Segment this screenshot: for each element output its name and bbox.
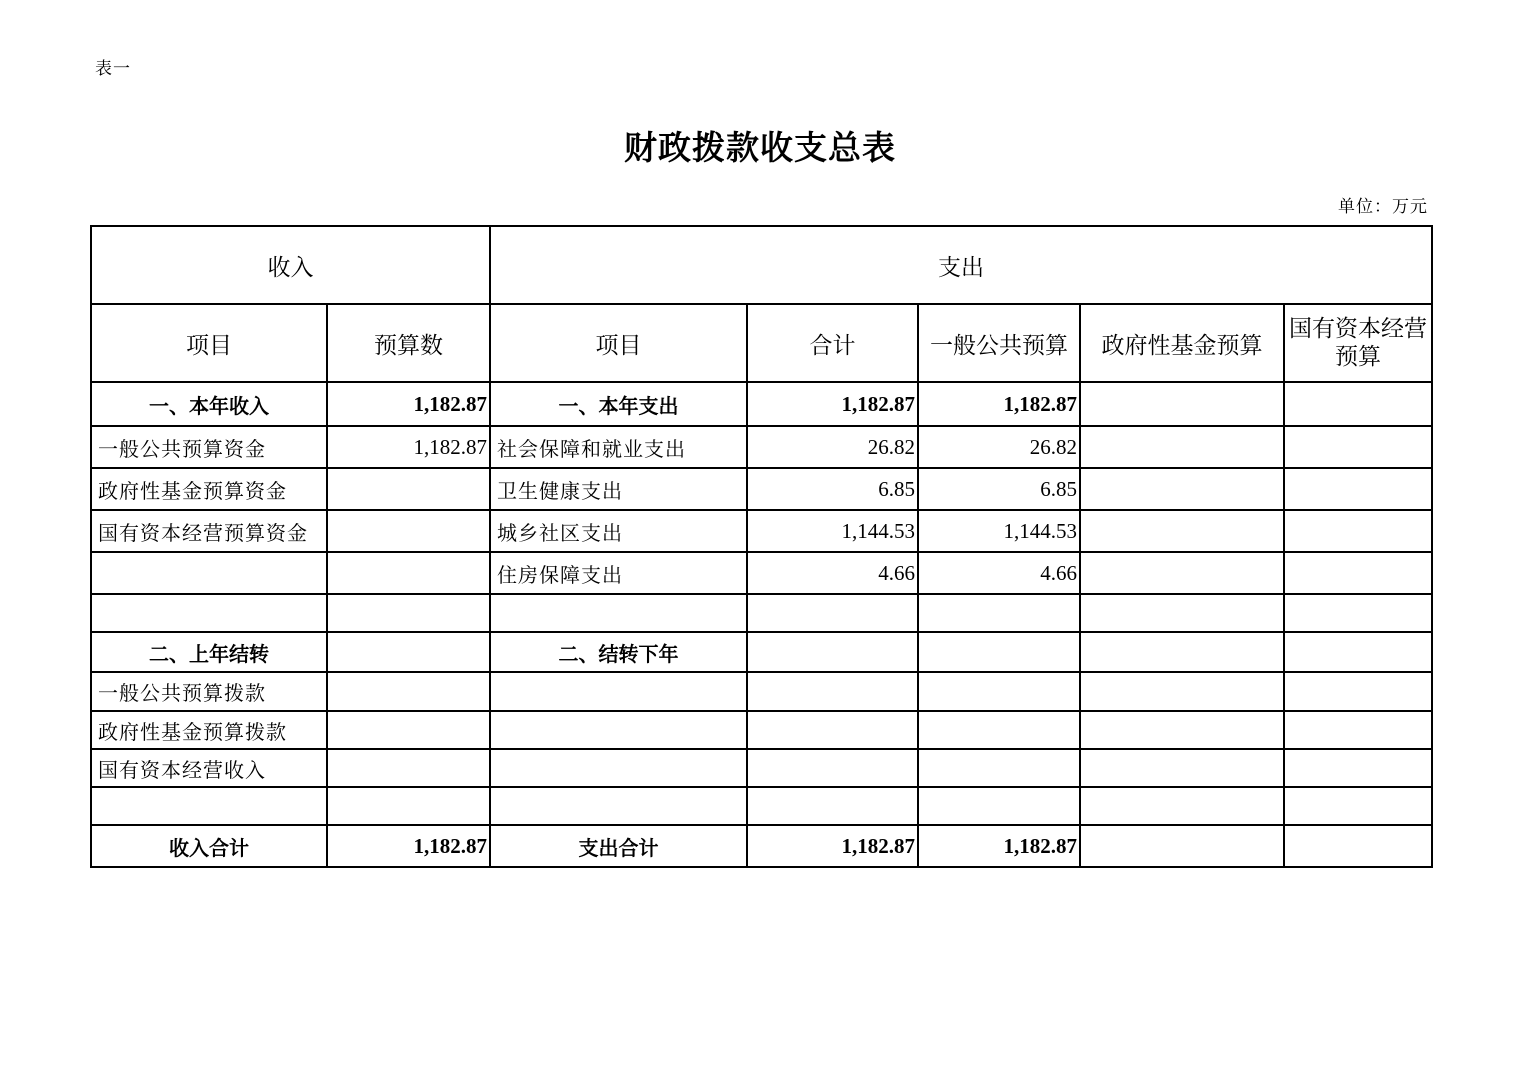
income-amount-cell — [327, 749, 490, 787]
table-number-label: 表一 — [95, 59, 131, 79]
fund-budget-cell — [1080, 825, 1284, 867]
total-cell — [747, 594, 918, 632]
table-row — [91, 711, 1432, 749]
general-budget-cell — [918, 749, 1080, 787]
col-header-general-budget: 一般公共预算 — [918, 304, 1080, 382]
income-amount-cell — [327, 787, 490, 825]
general-budget-cell — [918, 672, 1080, 711]
expense-item-cell: 城乡社区支出 — [490, 510, 747, 552]
page-title: 财政拨款收支总表 — [624, 128, 896, 167]
total-cell: 26.82 — [747, 426, 918, 468]
income-item-cell: 一般公共预算拨款 — [91, 672, 327, 711]
table-row — [91, 594, 1432, 632]
state-capital-cell — [1284, 382, 1432, 426]
table-row — [91, 510, 1432, 552]
fund-budget-cell — [1080, 382, 1284, 426]
fund-budget-cell — [1080, 468, 1284, 510]
fund-budget-cell — [1080, 749, 1284, 787]
state-capital-cell — [1284, 749, 1432, 787]
fund-budget-cell — [1080, 426, 1284, 468]
total-cell: 4.66 — [747, 552, 918, 594]
table-row — [91, 632, 1432, 672]
expense-item-cell: 住房保障支出 — [490, 552, 747, 594]
col-header-income-item: 项目 — [91, 304, 327, 382]
expense-item-cell: 一、本年支出 — [490, 382, 747, 426]
general-budget-cell — [918, 711, 1080, 749]
unit-label: 单位：万元 — [1338, 197, 1428, 217]
col-header-fund-budget: 政府性基金预算 — [1080, 304, 1284, 382]
table-row — [91, 787, 1432, 825]
total-cell: 1,182.87 — [747, 825, 918, 867]
general-budget-cell: 6.85 — [918, 468, 1080, 510]
income-amount-cell — [327, 594, 490, 632]
income-item-cell: 国有资本经营预算资金 — [91, 510, 327, 552]
col-header-total: 合计 — [747, 304, 918, 382]
income-amount-cell: 1,182.87 — [327, 426, 490, 468]
expense-item-cell — [490, 749, 747, 787]
state-capital-cell — [1284, 672, 1432, 711]
table-row — [91, 468, 1432, 510]
expense-item-cell: 社会保障和就业支出 — [490, 426, 747, 468]
fund-budget-cell — [1080, 510, 1284, 552]
general-budget-cell: 1,144.53 — [918, 510, 1080, 552]
income-item-cell — [91, 594, 327, 632]
income-amount-cell — [327, 510, 490, 552]
state-capital-cell — [1284, 632, 1432, 672]
income-item-cell — [91, 787, 327, 825]
state-capital-cell — [1284, 552, 1432, 594]
table-row — [91, 749, 1432, 787]
col-header-budget-amount: 预算数 — [327, 304, 490, 382]
expense-item-cell: 卫生健康支出 — [490, 468, 747, 510]
income-group-header: 收入 — [91, 226, 490, 304]
income-item-cell: 二、上年结转 — [91, 632, 327, 672]
state-capital-cell — [1284, 594, 1432, 632]
state-capital-cell — [1284, 787, 1432, 825]
table-row — [91, 672, 1432, 711]
expense-item-cell: 二、结转下年 — [490, 632, 747, 672]
total-cell — [747, 749, 918, 787]
income-item-cell — [91, 552, 327, 594]
state-capital-cell — [1284, 426, 1432, 468]
column-header-row — [91, 304, 1432, 382]
income-item-cell: 政府性基金预算拨款 — [91, 711, 327, 749]
income-amount-cell — [327, 711, 490, 749]
income-item-cell: 收入合计 — [91, 825, 327, 867]
state-capital-cell — [1284, 711, 1432, 749]
total-cell — [747, 632, 918, 672]
total-cell: 1,144.53 — [747, 510, 918, 552]
income-item-cell: 一般公共预算资金 — [91, 426, 327, 468]
income-item-cell: 政府性基金预算资金 — [91, 468, 327, 510]
group-header-row — [91, 226, 1432, 304]
total-cell — [747, 711, 918, 749]
total-cell — [747, 672, 918, 711]
general-budget-cell — [918, 632, 1080, 672]
income-amount-cell — [327, 468, 490, 510]
total-cell: 1,182.87 — [747, 382, 918, 426]
income-amount-cell: 1,182.87 — [327, 382, 490, 426]
expense-item-cell — [490, 672, 747, 711]
general-budget-cell — [918, 594, 1080, 632]
expense-item-cell — [490, 787, 747, 825]
state-capital-cell — [1284, 510, 1432, 552]
table-row — [91, 426, 1432, 468]
general-budget-cell: 1,182.87 — [918, 382, 1080, 426]
state-capital-cell — [1284, 825, 1432, 867]
col-header-state-capital-budget: 国有资本经营预算 — [1284, 304, 1432, 382]
income-amount-cell — [327, 672, 490, 711]
expense-item-cell — [490, 594, 747, 632]
col-header-expense-item: 项目 — [490, 304, 747, 382]
fund-budget-cell — [1080, 711, 1284, 749]
expense-group-header: 支出 — [490, 226, 1432, 304]
table-row — [91, 825, 1432, 867]
fund-budget-cell — [1080, 672, 1284, 711]
general-budget-cell: 26.82 — [918, 426, 1080, 468]
fund-budget-cell — [1080, 632, 1284, 672]
general-budget-cell: 1,182.87 — [918, 825, 1080, 867]
income-amount-cell: 1,182.87 — [327, 825, 490, 867]
income-item-cell: 国有资本经营收入 — [91, 749, 327, 787]
income-amount-cell — [327, 632, 490, 672]
expense-item-cell — [490, 711, 747, 749]
state-capital-cell — [1284, 468, 1432, 510]
total-cell — [747, 787, 918, 825]
expense-item-cell: 支出合计 — [490, 825, 747, 867]
fiscal-summary-table — [90, 225, 1433, 868]
income-amount-cell — [327, 552, 490, 594]
fund-budget-cell — [1080, 787, 1284, 825]
general-budget-cell: 4.66 — [918, 552, 1080, 594]
total-cell: 6.85 — [747, 468, 918, 510]
table-row — [91, 382, 1432, 426]
general-budget-cell — [918, 787, 1080, 825]
income-item-cell: 一、本年收入 — [91, 382, 327, 426]
fund-budget-cell — [1080, 594, 1284, 632]
table-row — [91, 552, 1432, 594]
fund-budget-cell — [1080, 552, 1284, 594]
